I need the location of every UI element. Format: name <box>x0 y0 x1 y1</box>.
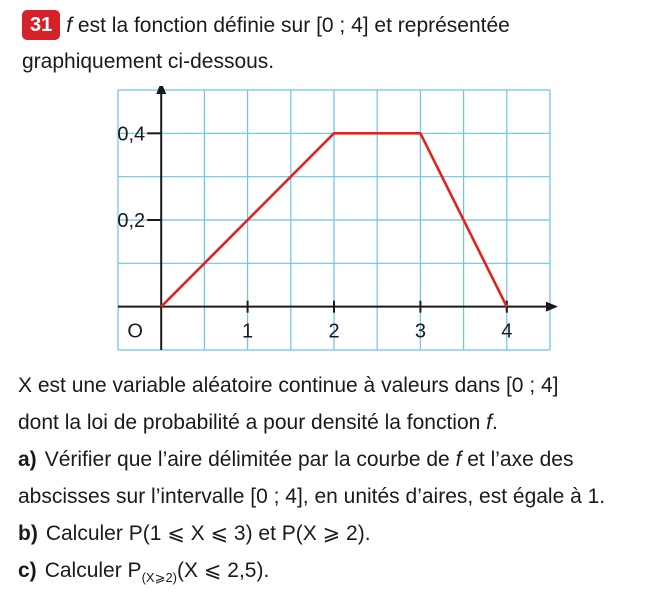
question-a-line-1 <box>18 441 656 478</box>
question-c-subscript: (X⩾2) <box>141 570 178 586</box>
x-tick-label: 1 <box>242 320 254 343</box>
function-name: f <box>455 448 462 471</box>
question-a-text: Vérifier que l’aire délimitée par la courbe de <box>44 448 456 471</box>
question-a-line-2: abscisses sur l’intervalle [0 ; 4], en unités d’aires, est égale à 1. <box>18 485 606 508</box>
question-c <box>18 552 656 596</box>
y-tick-label: 0,2 <box>117 210 146 232</box>
question-a-text-end: et l’axe des <box>461 448 574 471</box>
x-tick-label: 2 <box>328 320 340 343</box>
x-axis-arrow <box>546 302 558 312</box>
function-name: f <box>66 14 73 37</box>
question-c-text: Calculer P <box>44 559 142 582</box>
tick-labels <box>117 123 512 342</box>
statement-period: . <box>492 411 498 434</box>
intro-line-1 <box>22 8 652 44</box>
exercise-body <box>18 367 656 596</box>
intro-text: est la fonction définie sur [0 ; 4] et représentée <box>72 14 510 37</box>
statement-line-1: X est une variable aléatoire continue à valeurs dans [0 ; 4] <box>18 374 559 397</box>
question-c-label: c) <box>18 559 37 582</box>
question-c-text-end: (X ⩽ 2,5). <box>177 559 270 582</box>
statement-line-2 <box>18 404 656 441</box>
exercise-header <box>22 8 652 80</box>
x-tick-label: 3 <box>414 320 426 343</box>
intro-line-2: graphiquement ci-dessous. <box>22 50 275 73</box>
question-b <box>18 515 656 552</box>
axes <box>118 86 558 350</box>
y-tick-label: 0,4 <box>117 123 146 146</box>
question-a-label: a) <box>18 448 37 471</box>
function-graph <box>112 86 558 356</box>
origin-label: O <box>127 320 143 343</box>
exercise-number-badge: 31 <box>22 10 60 40</box>
ticks <box>147 133 507 312</box>
x-tick-label: 4 <box>501 320 513 343</box>
function-name: f <box>486 411 492 434</box>
question-b-text: Calculer P(1 ⩽ X ⩽ 3) et P(X ⩾ 2). <box>45 522 371 545</box>
question-b-label: b) <box>18 522 38 545</box>
statement-text: dont la loi de probabilité a pour densité la fonction <box>18 411 487 434</box>
